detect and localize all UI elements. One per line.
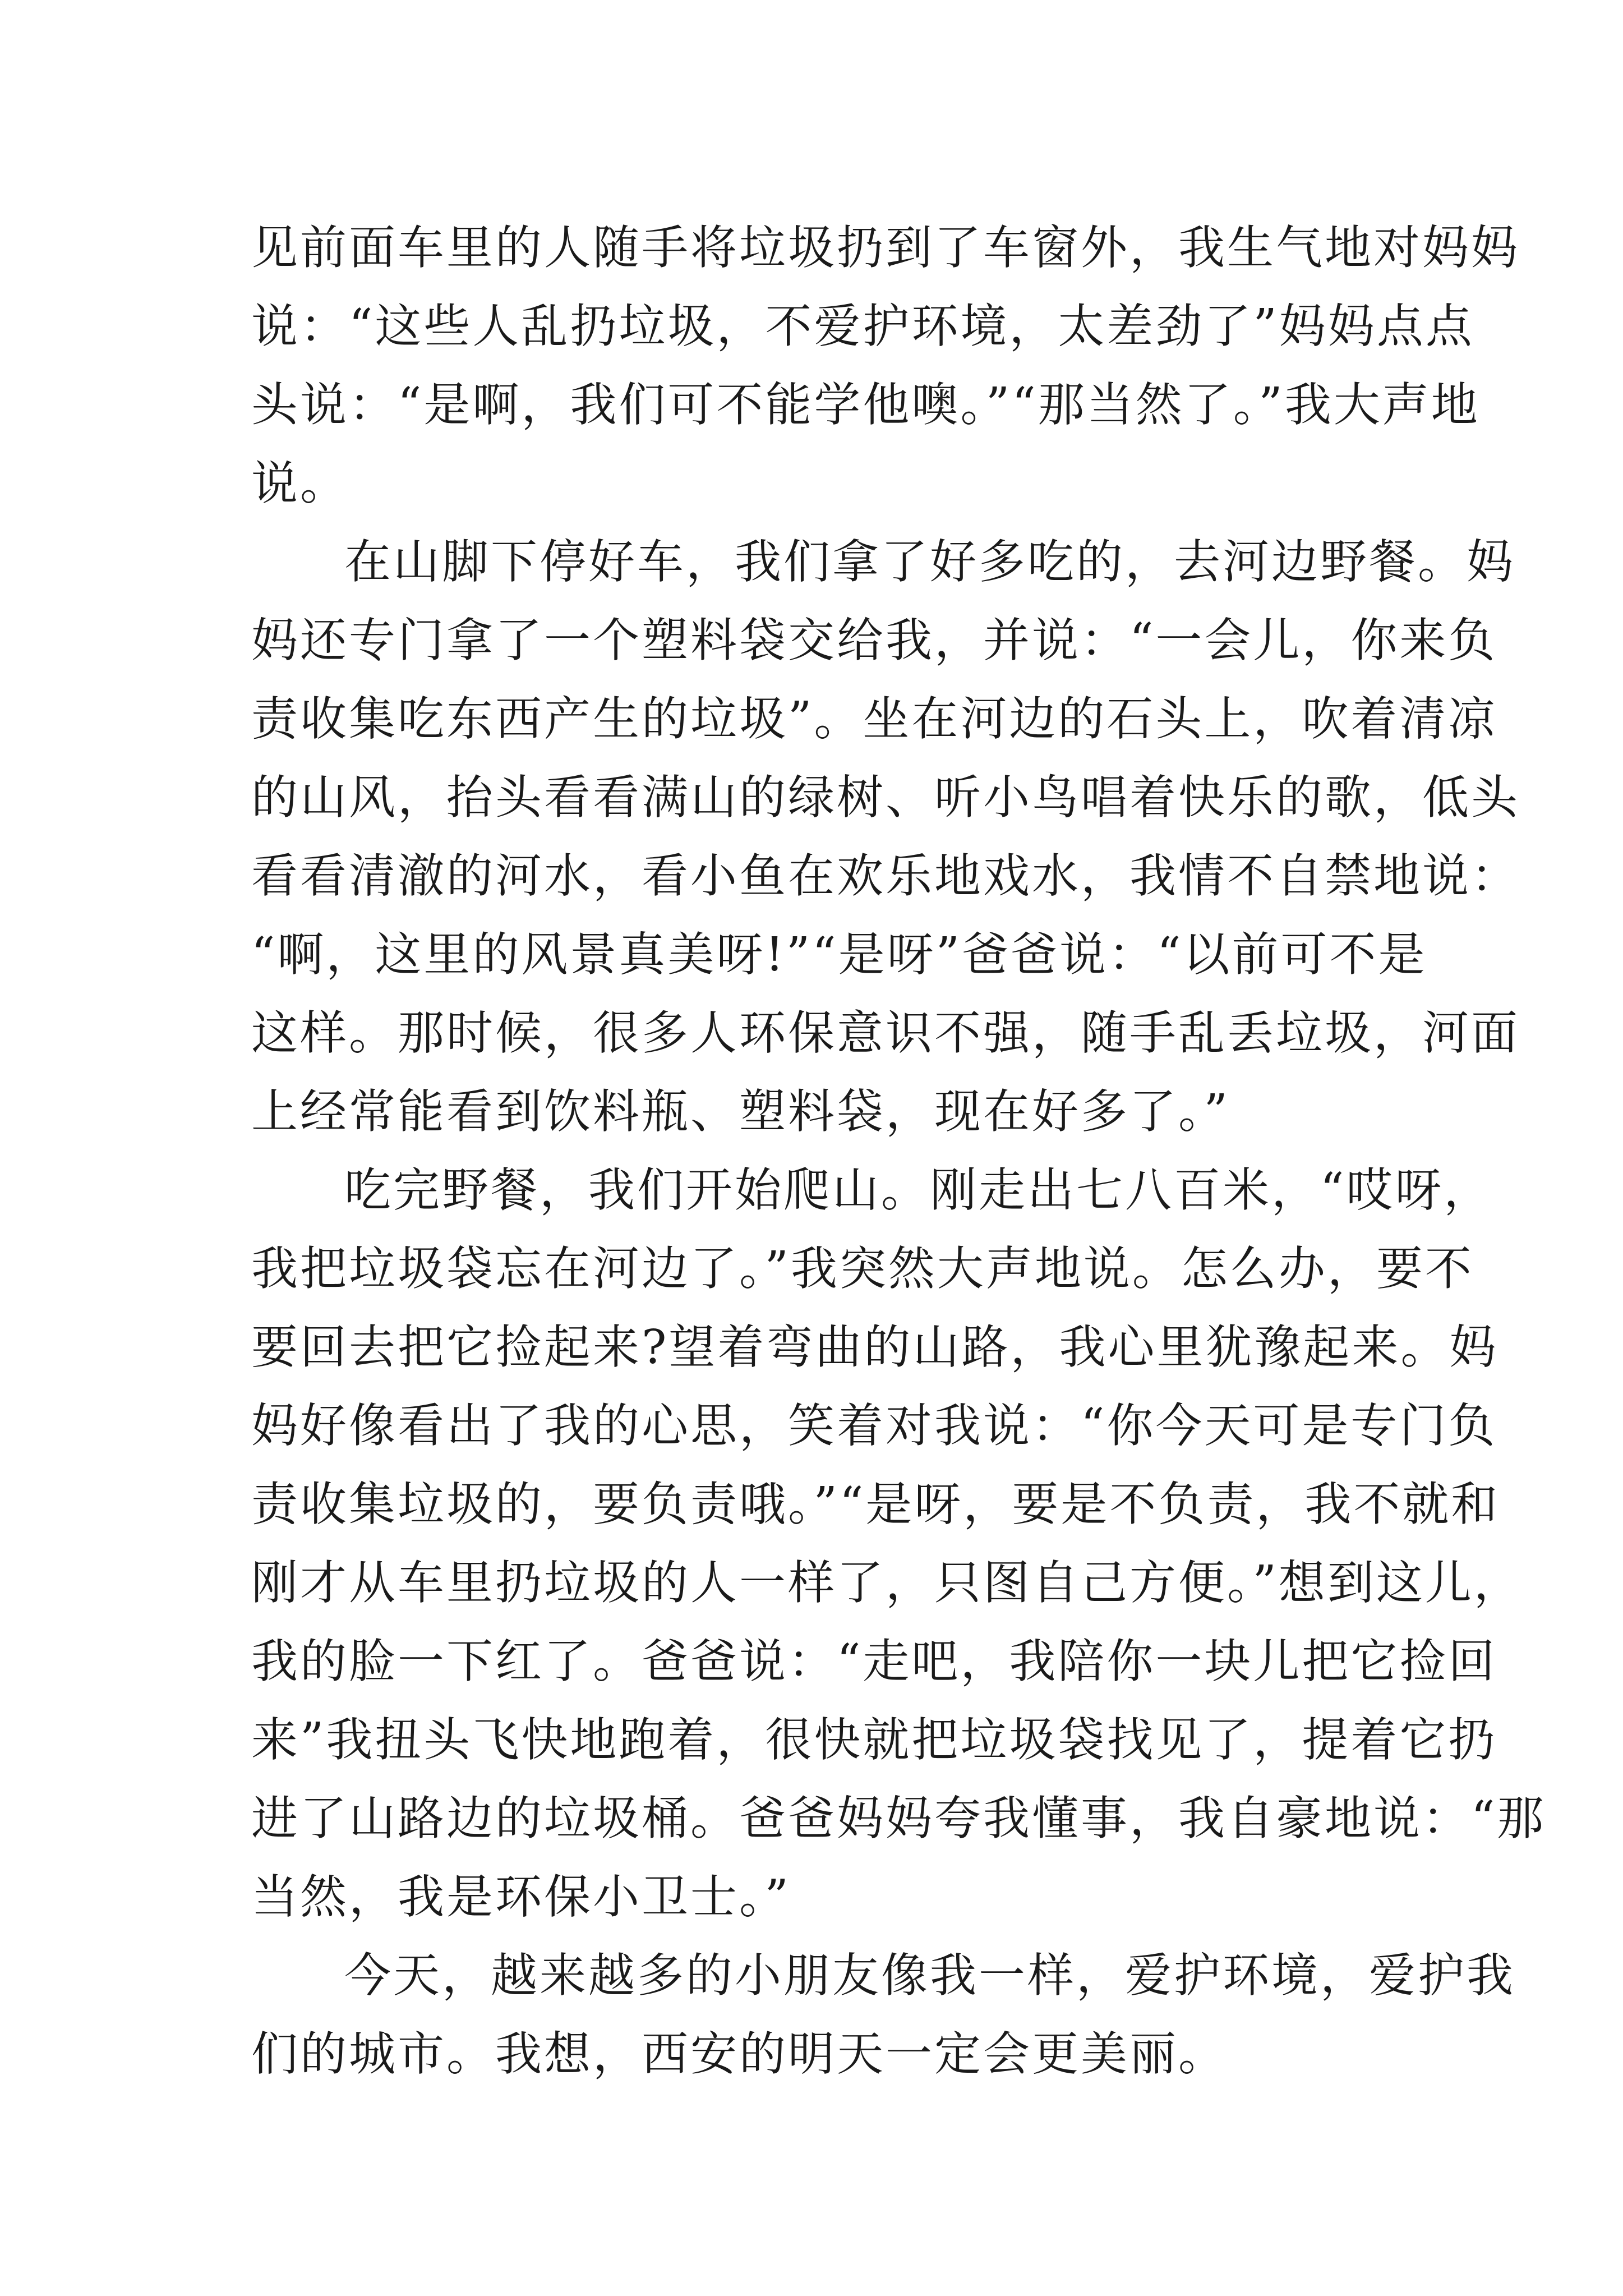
text-line: 今天，越来越多的小朋友像我一样，爱护环境，爱护我 [344, 1948, 1515, 2003]
text-line: 当然，我是环保小卫士。” [251, 1870, 791, 1924]
text-line: 来”我扭头飞快地跑着，很快就把垃圾袋找见了，提着它扔 [251, 1713, 1497, 1767]
document-body [251, 209, 1546, 2093]
text-line: 说。 [251, 456, 349, 510]
text-line: 这样。那时候，很多人环保意识不强，随手乱丢垃圾，河面 [251, 1006, 1520, 1060]
text-line: 头说：“是啊，我们可不能学他噢。”“那当然了。”我大声地 [251, 378, 1480, 432]
text-line: “啊，这里的风景真美呀!”“是呀”爸爸说：“以前可不是 [251, 927, 1427, 982]
text-line: 责收集吃东西产生的垃圾”。坐在河边的石头上，吹着清凉 [251, 692, 1497, 746]
text-line: 们的城市。我想，西安的明天一定会更美丽。 [251, 2027, 1227, 2081]
text-line: 妈还专门拿了一个塑料袋交给我，并说：“一会儿，你来负 [251, 613, 1497, 668]
text-line: 见前面车里的人随手将垃圾扔到了车窗外，我生气地对妈妈 [251, 220, 1520, 275]
text-line: 看看清澈的河水，看小鱼在欢乐地戏水，我情不自禁地说： [251, 849, 1520, 903]
text-line: 吃完野餐，我们开始爬山。刚走出七八百米，“哎呀， [344, 1163, 1493, 1217]
text-line: 在山脚下停好车，我们拿了好多吃的，去河边野餐。妈 [344, 535, 1515, 589]
text-line: 的山风，抬头看看满山的绿树、听小鸟唱着快乐的歌，低头 [251, 770, 1520, 825]
text-line: 刚才从车里扔垃圾的人一样了，只图自己方便。”想到这儿， [251, 1556, 1523, 1610]
text-line: 要回去把它捡起来?望着弯曲的山路，我心里犹豫起来。妈 [251, 1320, 1498, 1374]
text-line: 我的脸一下红了。爸爸说：“走吧，我陪你一块儿把它捡回 [251, 1634, 1497, 1688]
text-line: 我把垃圾袋忘在河边了。”我突然大声地说。怎么办，要不 [251, 1241, 1474, 1296]
text-line: 进了山路边的垃圾桶。爸爸妈妈夸我懂事，我自豪地说：“那 [251, 1791, 1546, 1846]
text-line: 上经常能看到饮料瓶、塑料袋，现在好多了。” [251, 1084, 1230, 1139]
text-line: 责收集垃圾的，要负责哦。”“是呀，要是不负责，我不就和 [251, 1477, 1500, 1531]
text-line: 妈好像看出了我的心思，笑着对我说：“你今天可是专门负 [251, 1398, 1497, 1453]
text-line: 说：“这些人乱扔垃圾，不爱护环境，太差劲了”妈妈点点 [251, 299, 1474, 353]
